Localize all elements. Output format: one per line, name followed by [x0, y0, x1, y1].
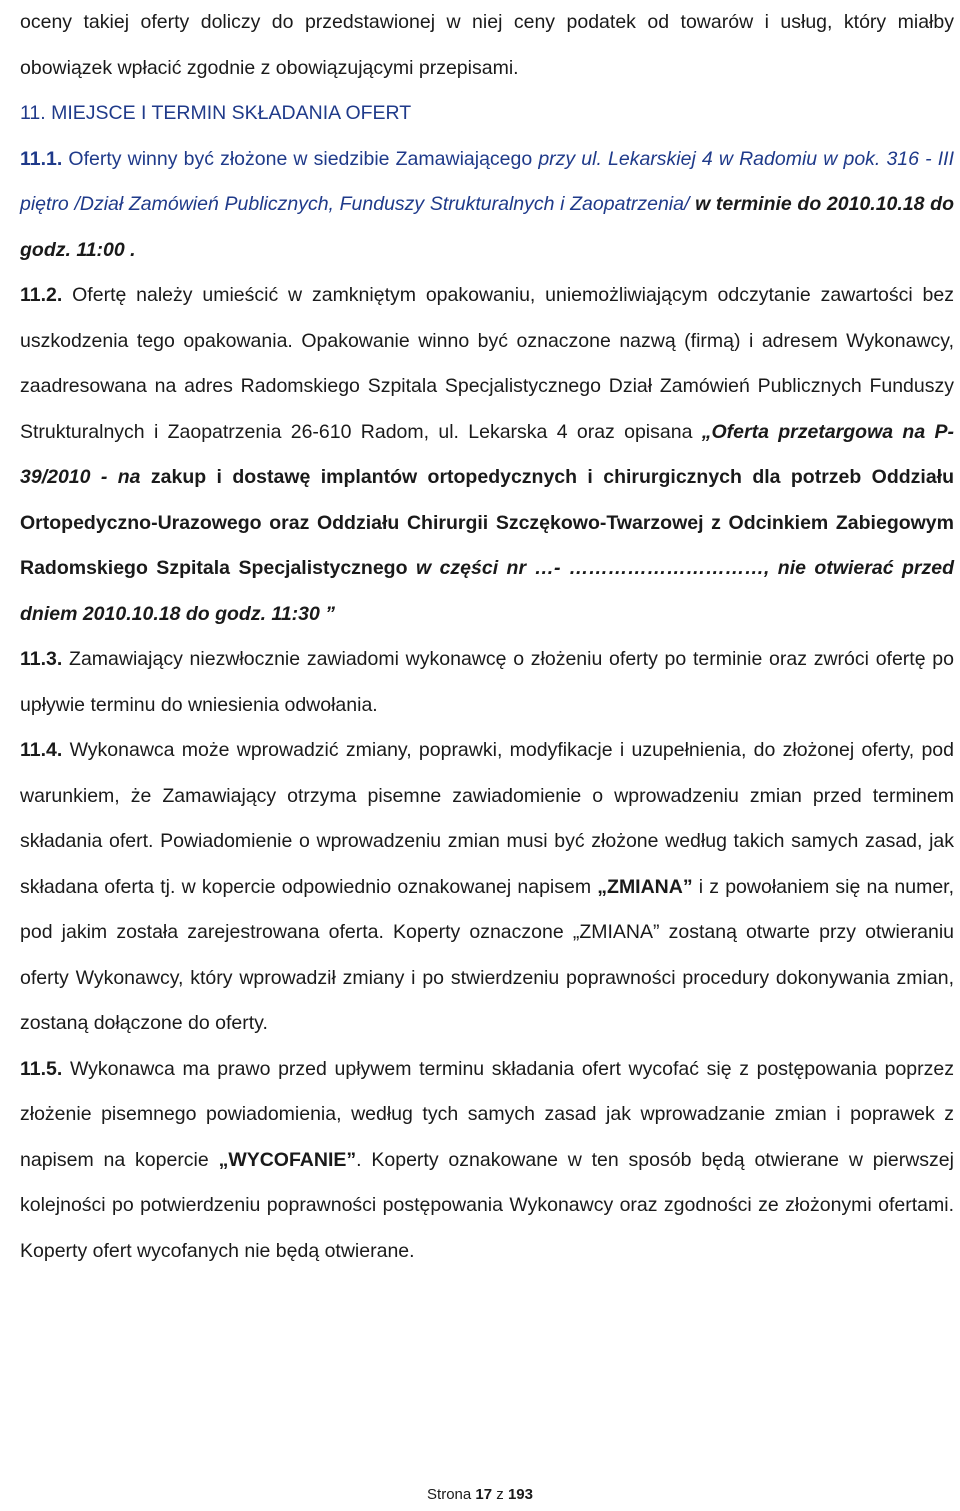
footer-page-total: 193: [507, 1486, 533, 1503]
paragraph-11-3: [20, 637, 954, 728]
text-span: 11.5.: [20, 1057, 70, 1080]
footer-page-number: 17: [475, 1486, 493, 1503]
paragraph-11-5: [20, 1047, 954, 1275]
text-span: „Oferta przetargowa na P-39/2010 - na: [20, 420, 954, 488]
paragraph-11-4: [20, 728, 954, 1047]
text-span: 11. MIEJSCE I TERMIN SKŁADANIA OFERT: [20, 102, 412, 124]
text-span: Wykonawca może wprowadzić zmiany, poprawki, modyfikacje i uzupełnienia, do złożonej oferty, pod warunkiem, że Zamawiający otrzyma pisemne zawiadomienie o wprowadzeniu zmian przed terminem składania ofert. Powiadomienie o wprowadzeniu zmian musi być złożone według takich samych zasad, jak składana oferta tj. w kopercie odpowiednio oznakowanej napisem: [20, 739, 954, 898]
text-span: „WYCOFANIE”: [218, 1148, 357, 1171]
text-span: w części nr …- …………………………, nie otwierać przed dniem 2010.10.18 do godz. 11:30 ”: [20, 557, 954, 625]
text-span: Oferty winny być złożone w siedzibie Zamawiającego: [68, 147, 539, 170]
text-span: 11.1.: [20, 147, 69, 170]
page-footer: [0, 1485, 960, 1505]
text-span: i z powołaniem się na numer, pod jakim została zarejestrowana oferta. Koperty oznaczone „ZMIANA” zostaną otwarte przy otwieraniu oferty Wykonawcy, który wprowadził zmiany i po stwierdzeniu poprawności procedury dokonywania zmian, zostaną dołączone do oferty.: [20, 875, 954, 1034]
paragraph-intro: [20, 0, 954, 91]
footer-prefix: Strona: [427, 1486, 476, 1503]
footer-separator: z: [492, 1486, 508, 1503]
text-span: zakup i dostawę implantów ortopedycznych i chirurgicznych dla potrzeb Oddziału Ortopedyczno-Urazowego oraz Oddziału Chirurgii Szczękowo-Twarzowej z Odcinkiem Zabiegowym Radomskiego Szpitala Specjalistycznego: [20, 466, 954, 579]
text-span: oceny takiej oferty doliczy do przedstawionej w niej ceny podatek od towarów i usług, który miałby obowiązek wpłacić zgodnie z obowiązującymi przepisami.: [20, 11, 954, 79]
text-span: Zamawiający niezwłocznie zawiadomi wykonawcę o złożeniu oferty po terminie oraz zwróci ofertę po upływie terminu do wniesienia odwołania.: [20, 648, 954, 716]
text-span: w terminie do 2010.10.18 do godz. 11:00 .: [20, 193, 955, 261]
text-span: 11.3.: [20, 648, 70, 670]
text-span: Ofertę należy umieścić w zamkniętym opakowaniu, uniemożliwiającym odczytanie zawartości bez uszkodzenia tego opakowania. Opakowanie winno być oznaczone nazwą (firmą) i adresem Wykonawcy, zaadresowana na adres Radomskiego Szpitala Specjalistycznego Dział Zamówień Publicznych Funduszy Strukturalnych i Zaopatrzenia 26-610 Radom, ul. Lekarska 4 oraz opisana: [20, 284, 954, 443]
document-body: [20, 0, 954, 1274]
paragraph-heading: [20, 91, 954, 137]
text-span: przy ul. Lekarskiej 4 w Radomiu w pok. 316 - III piętro /Dział Zamówień Publicznych, Funduszy Strukturalnych i Zaopatrzenia/: [20, 147, 954, 215]
paragraph-11-2: [20, 273, 954, 637]
text-span: 11.2.: [20, 284, 73, 306]
text-span: Wykonawca ma prawo przed upływem terminu składania ofert wycofać się z postępowania poprzez złożenie pisemnego powiadomienia, według tych samych zasad jak wprowadzanie zmian i poprawek z napisem na kopercie: [20, 1057, 954, 1171]
text-span: 11.4.: [20, 739, 70, 761]
text-span: . Koperty oznakowane w ten sposób będą otwierane w pierwszej kolejności po potwierdzeniu poprawności postępowania Wykonawcy oraz zgodności ze złożonymi ofertami. Koperty ofert wycofanych nie będą otwierane.: [20, 1148, 954, 1262]
text-span: „ZMIANA”: [597, 875, 693, 898]
paragraph-11-1: [20, 137, 954, 274]
